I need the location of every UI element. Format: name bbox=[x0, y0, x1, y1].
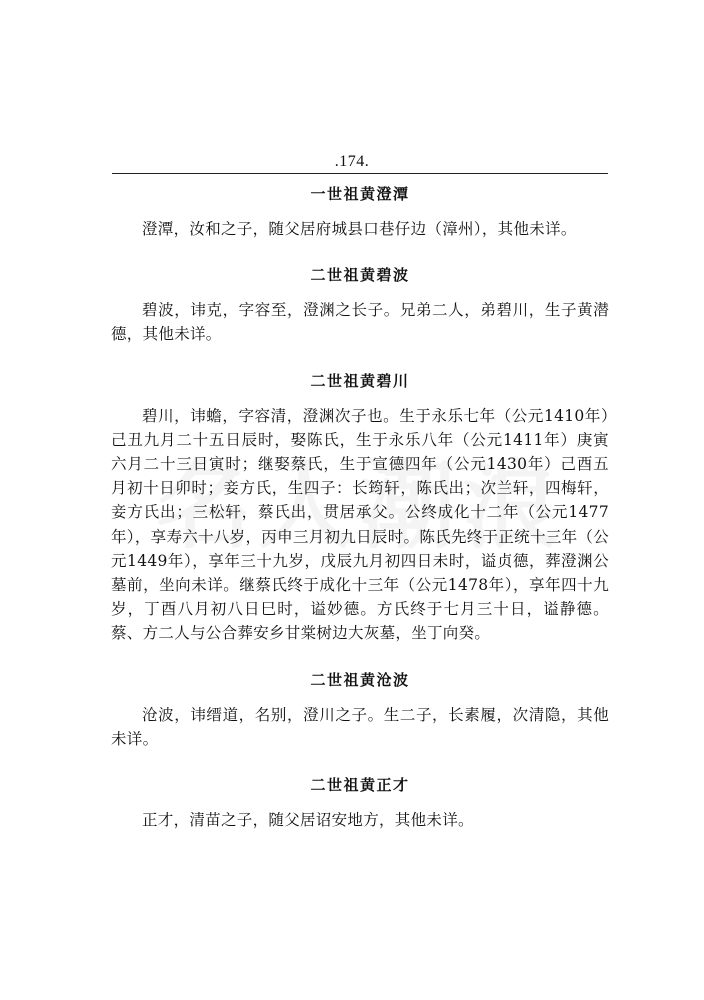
section-body: 碧波，讳克，字容至，澄渊之长子。兄弟二人，弟碧川，生子黄潜德，其他未详。 bbox=[111, 301, 609, 344]
section-huang-chengtan bbox=[111, 182, 609, 241]
header-rule bbox=[112, 173, 608, 174]
section-huang-bichuan bbox=[111, 369, 609, 646]
section-title: 二世祖黄碧波 bbox=[310, 266, 410, 285]
section-huang-zhengcai bbox=[111, 773, 609, 832]
section-body: 正才，清苗之子，随父居诏安地方，其他未详。 bbox=[142, 811, 474, 830]
section-body: 澄潭，汝和之子，随父居府城县口巷仔边（漳州），其他未详。 bbox=[142, 220, 577, 238]
section-title: 二世祖黄碧川 bbox=[310, 371, 410, 390]
section-body: 沧波，讳缙道，名别，澄川之子。生二子，长素履，次清隐，其他未详。 bbox=[111, 705, 609, 748]
section-huang-bibo bbox=[111, 263, 609, 346]
section-title: 二世祖黄正才 bbox=[310, 776, 410, 795]
section-title: 二世祖黄沧波 bbox=[310, 670, 410, 689]
page-number: .174. bbox=[334, 153, 370, 170]
section-body: 碧川，讳蟾，字容清，澄渊次子也。生于永乐七年（公元1410年）己丑九月二十五日辰时，娶陈氏，生于永乐八年（公元1411年）庚寅六月二十三日寅时；继娶蔡氏，生于宣德四年（公元1430年）己酉五月初十日卯时；妾方氏，生四子：长筠轩，陈氏出；次兰轩，四梅轩，妾方氏出；三松轩，蔡氏出，贯居承父。公终成化十二年（公元1477年），享寿六十八岁，丙申三月初九日辰时。陈氏先终于正统十三年（公元1449年），享年三十九岁，戊辰九月初四日未时，谥贞德，葬澄渊公墓前，坐向未详。继蔡氏终于成化十三年（公元1478年），享年四十九岁，丁酉八月初八日巳时，谥妙德。方氏终于七月三十日，谥静德。蔡、方二人与公合葬安乡甘棠树边大灰墓，坐丁向癸。 bbox=[111, 406, 609, 643]
page-content bbox=[111, 182, 609, 832]
section-huang-cangbo bbox=[111, 668, 609, 751]
section-title: 一世祖黄澄潭 bbox=[310, 185, 410, 203]
